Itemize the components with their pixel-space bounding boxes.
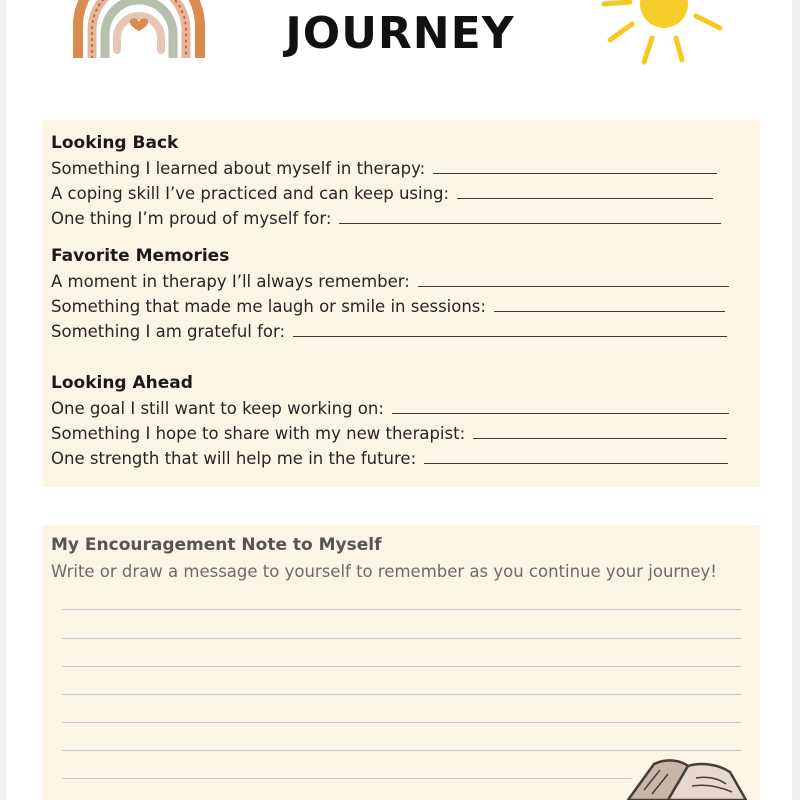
encouragement-title: My Encouragement Note to Myself	[51, 535, 382, 555]
answer-line[interactable]	[392, 412, 729, 414]
writing-line[interactable]	[62, 694, 741, 695]
answer-line[interactable]	[424, 462, 728, 464]
prompt-label: Something I am grateful for:	[51, 322, 286, 341]
sun-icon	[596, 0, 726, 72]
prompt-row[interactable]	[51, 156, 717, 178]
prompt-label: One strength that will help me in the future:	[51, 449, 417, 468]
answer-line[interactable]	[339, 222, 721, 224]
writing-line[interactable]	[62, 750, 741, 751]
writing-line[interactable]	[62, 609, 741, 610]
answer-line[interactable]	[473, 437, 727, 439]
prompt-row[interactable]	[51, 181, 713, 203]
answer-line[interactable]	[418, 285, 729, 287]
page-edge-left	[0, 0, 6, 800]
writing-line[interactable]	[62, 666, 741, 667]
book-icon	[622, 756, 750, 800]
prompt-label: A coping skill I’ve practiced and can keep using:	[51, 184, 450, 203]
section-heading-looking-back: Looking Back	[51, 133, 179, 153]
prompt-row[interactable]	[51, 421, 727, 443]
encouragement-subtitle: Write or draw a message to yourself to remember as you continue your journey!	[51, 562, 717, 581]
prompt-label: One goal I still want to keep working on:	[51, 399, 384, 418]
section-heading-looking-ahead: Looking Ahead	[51, 373, 193, 393]
prompt-label: Something I hope to share with my new therapist:	[51, 424, 466, 443]
answer-line[interactable]	[457, 197, 713, 199]
writing-line[interactable]	[62, 638, 741, 639]
writing-line[interactable]	[62, 722, 741, 723]
prompt-row[interactable]	[51, 294, 725, 316]
writing-line[interactable]	[62, 778, 632, 779]
prompt-label: A moment in therapy I’ll always remember:	[51, 272, 410, 291]
prompt-row[interactable]	[51, 206, 721, 228]
section-heading-favorite-memories: Favorite Memories	[51, 246, 230, 266]
prompt-row[interactable]	[51, 269, 729, 291]
page-edge-right	[792, 0, 800, 800]
answer-line[interactable]	[494, 310, 725, 312]
prompt-label: Something I learned about myself in therapy:	[51, 159, 426, 178]
prompt-row[interactable]	[51, 446, 728, 468]
page-title: JOURNEY	[285, 8, 515, 59]
prompt-row[interactable]	[51, 396, 729, 418]
answer-line[interactable]	[433, 172, 717, 174]
prompt-label: Something that made me laugh or smile in sessions:	[51, 297, 486, 316]
prompt-row[interactable]	[51, 319, 727, 341]
prompt-label: One thing I’m proud of myself for:	[51, 209, 332, 228]
answer-line[interactable]	[293, 335, 727, 337]
